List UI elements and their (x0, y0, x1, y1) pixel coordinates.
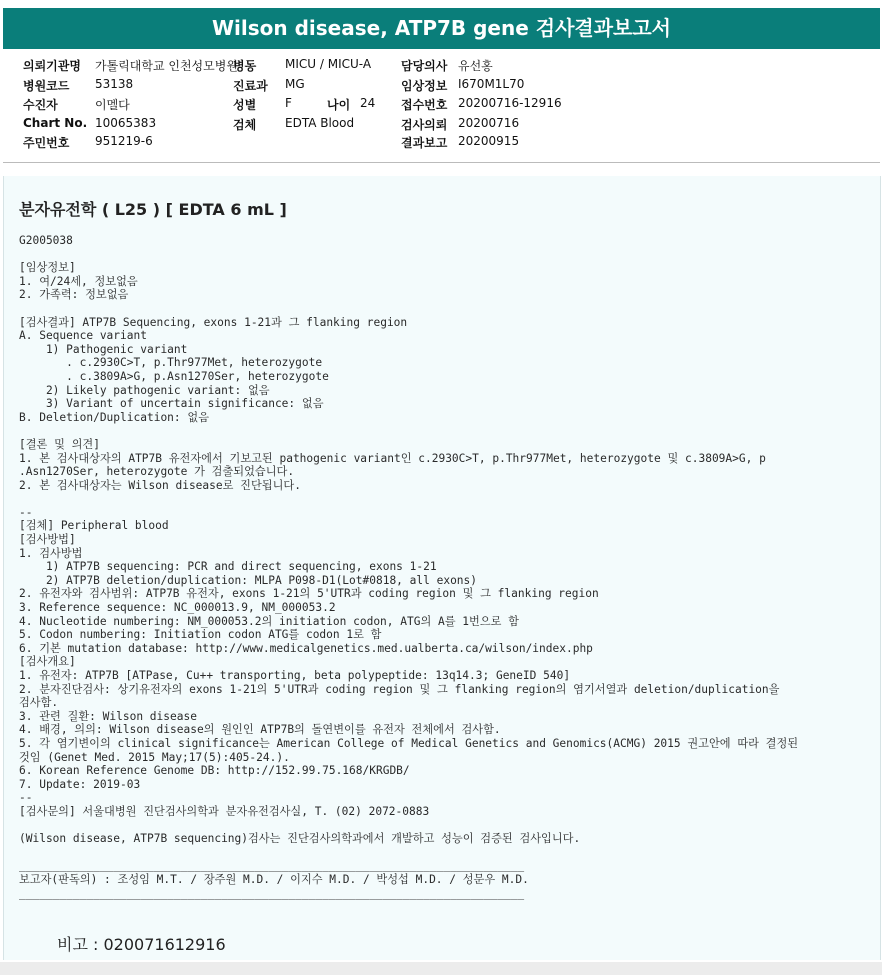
result-report-label: 결과보고 (401, 136, 448, 150)
bottom-strip (0, 962, 882, 975)
patient-value: 이멜다 (95, 98, 130, 112)
clinical-info-value: I670M1L70 (458, 77, 525, 91)
clinical-info-label: 임상정보 (401, 79, 448, 93)
remark-value: 020071612916 (103, 935, 226, 954)
ward-value: MICU / MICU-A (285, 57, 372, 71)
department-label: 진료과 (233, 79, 268, 93)
age-value: 24 (360, 96, 376, 110)
doctor-label: 담당의사 (401, 59, 448, 73)
specimen-label: 검체 (233, 118, 257, 132)
requesting-org-label: 의뢰기관명 (23, 59, 81, 73)
patient-info-panel (0, 52, 882, 162)
age-label: 나이 (327, 98, 351, 112)
sex-label: 성별 (233, 98, 257, 112)
report-body-text: G2005038 [임상정보] 1. 여/24세, 정보없음 2. 가족력: 정보없음 [검사결과] ATP7B Sequencing, exons 1-21과 그 flanking region A. Sequence variant 1) Pathogenic variant . c.2930C>T, p.Thr977Met, heterozygote . c.3809A>G, p.Asn1270Ser, heterozygote 2) Likely pathogenic variant: 없음 3) Variant of uncertain significance: 없음 B. Deletion/Duplication: 없음 [결론 및 의견] 1. 본 검사대상자의 ATP7B 유전자에서 기보고된 pathogenic variant인 c.2930C>T, p.Thr977Met, heterozygote 및 c.3809A>G, p .Asn1270Ser, heterozygote 가 검출되었습니다. 2. 본 검사대상자는 Wilson disease로 진단됩니다. -- [검체] Peripheral blood [검사방법] 1. 검사방법 1) ATP7B sequencing: PCR and direct sequencing, exons 1-21 2) ATP7B deletion/duplication: MLPA P098-D1(Lot#0818, all exons) 2. 유전자와 검사범위: ATP7B 유전자, exons 1-21의 5'UTR과 coding region 및 그 flanking region 3. Reference sequence: NC_000013.9, NM_000053.2 4. Nucleotide numbering: NM_000053.2의 initiation codon, ATG의 A를 1번으로 함 5. Codon numbering: Initiation codon ATG를 codon 1로 함 6. 기본 mutation database: http://www.medicalgenetics.med.ualberta.ca/wilson/index.php [검사개요] 1. 유전자: ATP7B [ATPase, Cu++ transporting, beta polypeptide: 13q14.3; GeneID 540] 2. 분자진단검사: 상기유전자의 exons 1-21의 5'UTR과 coding region 및 그 flanking region의 염기서열과 deletion/duplication을 검사함. 3. 관련 질환: Wilson disease 4. 배경, 의의: Wilson disease의 원인인 ATP7B의 돌연변이를 유전자 전체에서 검사함. 5. 각 염기변이의 clinical significance는 American College of Medical Genetics and Genomics(ACMG) 2015 권고안에 따라 결정된 것임 (Genet Med. 2015 May;17(5):405-24.). 6. Korean Reference Genome DB: http://152.99.75.168/KRGDB/ 7. Update: 2019-03 -- [검사문의] 서울대병원 진단검사의학과 분자유전검사실, T. (02) 2072-0883 (Wilson disease, ATP7B sequencing)검사는 진단검사의학과에서 개발하고 성능이 검증된 검사입니다. ___________________________________________________________________________ 보고자(판독의) : 조성임 M.T. / 장주원 M.D. / 이지수 M.D. / 박성섭 M.D. / 성문우 M.D. ___________________________________________________________________________ (19, 234, 799, 900)
info-divider (3, 162, 880, 163)
section-heading: 분자유전학 ( L25 ) [ EDTA 6 mL ] (19, 200, 287, 219)
remark-line (57, 932, 226, 955)
specimen-value: EDTA Blood (285, 116, 355, 130)
hospital-code-value: 53138 (95, 77, 134, 91)
report-title: Wilson disease, ATP7B gene 검사결과보고서 (3, 8, 880, 49)
result-report-value: 20200915 (458, 134, 520, 148)
sex-value: F (285, 96, 292, 110)
ward-label: 병동 (233, 59, 257, 73)
doctor-value: 유선홍 (458, 59, 493, 73)
patient-label: 수진자 (23, 98, 58, 112)
chart-no-value: 10065383 (95, 116, 157, 130)
requesting-org-value: 가톨릭대학교 인천성모병원 (95, 59, 238, 73)
department-value: MG (285, 77, 305, 91)
receipt-no-value: 20200716-12916 (458, 96, 562, 110)
test-request-label: 검사의뢰 (401, 118, 448, 132)
chart-no-label: Chart No. (23, 116, 88, 130)
remark-label: 비고 : (57, 935, 104, 954)
id-no-value: 951219-6 (95, 134, 153, 148)
receipt-no-label: 접수번호 (401, 98, 448, 112)
test-request-value: 20200716 (458, 116, 520, 130)
id-no-label: 주민번호 (23, 136, 70, 150)
hospital-code-label: 병원코드 (23, 79, 70, 93)
